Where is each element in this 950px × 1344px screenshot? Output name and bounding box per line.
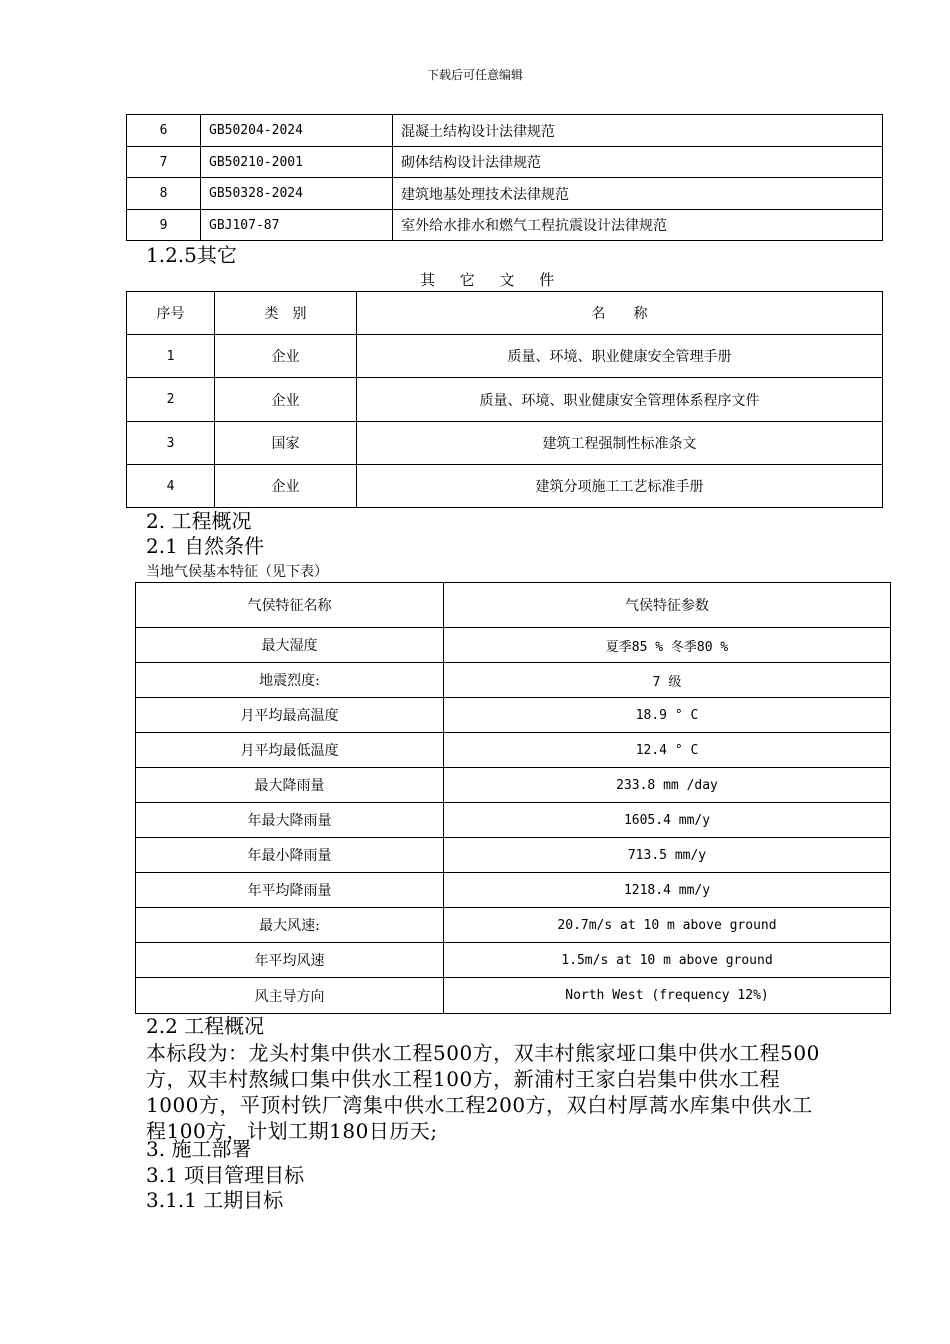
section-heading-3-1-1: 3.1.1 工期目标 <box>146 1188 284 1212</box>
standard-code: GB50204-2024 <box>201 115 393 147</box>
climate-value: 20.7m/s at 10 m above ground <box>444 908 891 943</box>
table-row <box>136 908 891 943</box>
table-row <box>127 147 883 178</box>
table-row <box>136 943 891 978</box>
row-name: 建筑工程强制性标准条文 <box>357 422 883 465</box>
header-climate-name: 气侯特征名称 <box>136 583 444 628</box>
climate-name: 最大降雨量 <box>136 768 444 803</box>
climate-name: 月平均最低温度 <box>136 733 444 768</box>
table-row <box>127 115 883 147</box>
section-heading-2-2: 2.2 工程概况 <box>146 1014 265 1038</box>
table-row <box>136 838 891 873</box>
table-row <box>136 803 891 838</box>
standard-code: GBJ107-87 <box>201 210 393 241</box>
standard-code: GB50328-2024 <box>201 178 393 210</box>
row-category: 企业 <box>215 465 357 508</box>
standard-name: 混凝土结构设计法律规范 <box>393 115 883 147</box>
climate-value: 夏季85 % 冬季80 % <box>444 628 891 663</box>
table-row <box>127 378 883 422</box>
row-category: 企业 <box>215 335 357 378</box>
climate-value: 713.5 mm/y <box>444 838 891 873</box>
climate-name: 最大湿度 <box>136 628 444 663</box>
climate-table <box>135 582 891 1014</box>
climate-value: 1.5m/s at 10 m above ground <box>444 943 891 978</box>
climate-name: 月平均最高温度 <box>136 698 444 733</box>
header-category: 类 别 <box>215 292 357 335</box>
table-row <box>136 663 891 698</box>
row-number: 6 <box>127 115 201 147</box>
climate-value: 7 级 <box>444 663 891 698</box>
standard-name: 建筑地基处理技术法律规范 <box>393 178 883 210</box>
standard-code: GB50210-2001 <box>201 147 393 178</box>
table-row <box>127 465 883 508</box>
section-heading-1-2-5: 1.2.5其它 <box>146 243 237 267</box>
header-number: 序号 <box>127 292 215 335</box>
climate-name: 风主导方向 <box>136 978 444 1014</box>
header-name: 名 称 <box>357 292 883 335</box>
section-heading-3: 3. 施工部署 <box>146 1137 252 1161</box>
climate-value: 12.4 ° C <box>444 733 891 768</box>
row-number: 4 <box>127 465 215 508</box>
row-name: 质量、环境、职业健康安全管理手册 <box>357 335 883 378</box>
table-row <box>136 873 891 908</box>
row-number: 9 <box>127 210 201 241</box>
climate-value: 1218.4 mm/y <box>444 873 891 908</box>
table-row <box>136 733 891 768</box>
table-header-row <box>136 583 891 628</box>
row-name: 质量、环境、职业健康安全管理体系程序文件 <box>357 378 883 422</box>
climate-value: 233.8 mm /day <box>444 768 891 803</box>
table-row <box>127 178 883 210</box>
row-number: 3 <box>127 422 215 465</box>
row-name: 建筑分项施工工艺标准手册 <box>357 465 883 508</box>
header-climate-value: 气侯特征参数 <box>444 583 891 628</box>
header-note: 下载后可任意编辑 <box>426 68 523 82</box>
table-row <box>127 422 883 465</box>
row-number: 2 <box>127 378 215 422</box>
row-category: 国家 <box>215 422 357 465</box>
section-heading-3-1: 3.1 项目管理目标 <box>146 1163 305 1187</box>
standard-name: 砌体结构设计法律规范 <box>393 147 883 178</box>
row-number: 8 <box>127 178 201 210</box>
section-heading-2-1: 2.1 自然条件 <box>146 534 265 558</box>
table-row <box>127 335 883 378</box>
table-row <box>136 628 891 663</box>
climate-name: 年平均风速 <box>136 943 444 978</box>
project-description: 本标段为：龙头村集中供水工程500方，双丰村熊家垭口集中供水工程500方，双丰村熬缄口集中供水工程100方，新浦村王家白岩集中供水工程1000方，平顶村铁厂湾集中供水工程200方，双白村厚蒿水库集中供水工程100方，计划工期180日历天; <box>146 1041 820 1143</box>
climate-value: North West (frequency 12%) <box>444 978 891 1014</box>
climate-name: 年平均降雨量 <box>136 873 444 908</box>
climate-intro: 当地气侯基本特征（见下表） <box>146 564 328 580</box>
table-row <box>136 698 891 733</box>
row-number: 7 <box>127 147 201 178</box>
table-row <box>136 768 891 803</box>
table-header-row <box>127 292 883 335</box>
section-heading-2: 2. 工程概况 <box>146 509 252 533</box>
climate-value: 18.9 ° C <box>444 698 891 733</box>
row-number: 1 <box>127 335 215 378</box>
other-docs-table <box>126 291 883 508</box>
standards-table <box>126 114 883 241</box>
climate-name: 地震烈度: <box>136 663 444 698</box>
other-docs-caption: 其 它 文 件 <box>420 271 565 289</box>
row-category: 企业 <box>215 378 357 422</box>
climate-name: 年最小降雨量 <box>136 838 444 873</box>
table-row <box>127 210 883 241</box>
standard-name: 室外给水排水和燃气工程抗震设计法律规范 <box>393 210 883 241</box>
climate-name: 年最大降雨量 <box>136 803 444 838</box>
climate-value: 1605.4 mm/y <box>444 803 891 838</box>
table-row <box>136 978 891 1014</box>
climate-name: 最大风速: <box>136 908 444 943</box>
